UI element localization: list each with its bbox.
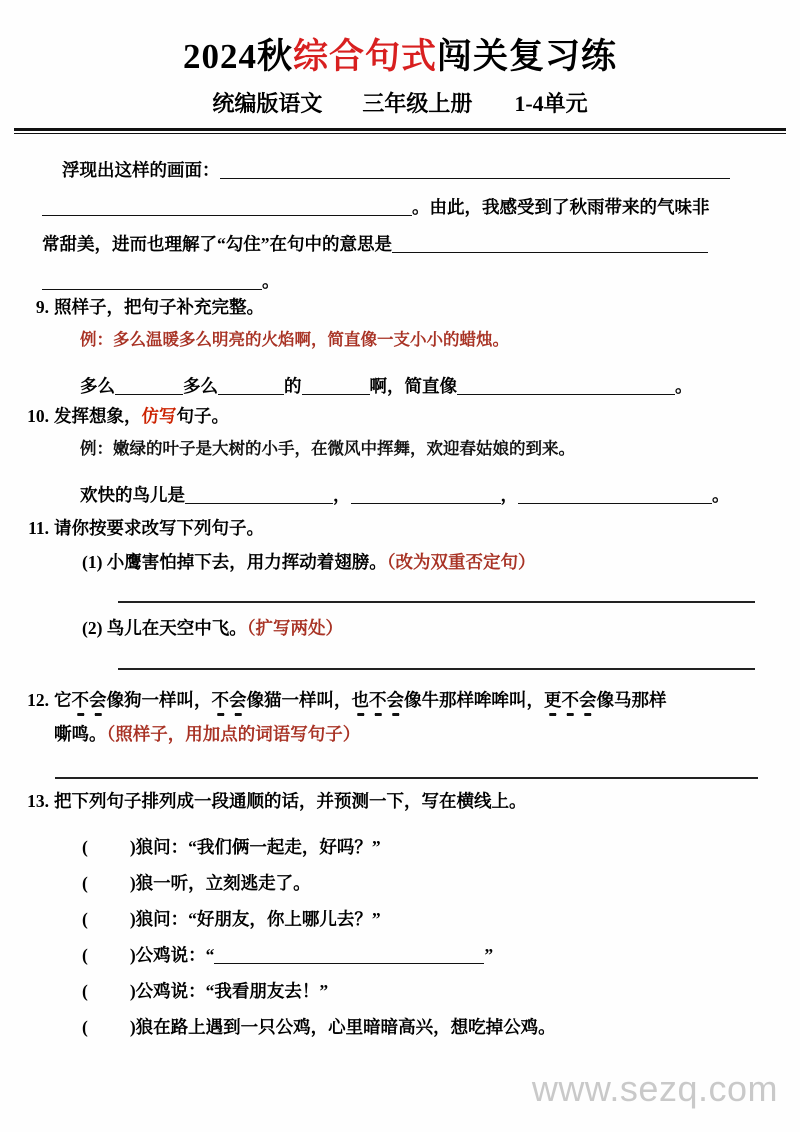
q10-example: 例：嫩绿的叶子是大树的小手，在微风中挥舞，欢迎春姑娘的到来。 <box>80 438 575 458</box>
q9-fill-d-label: 啊，简直像 <box>369 375 457 396</box>
q12-answer-wrap <box>20 777 780 779</box>
q13-item5-paren-close[interactable]: ) <box>129 980 136 1001</box>
page-subtitle <box>0 87 800 118</box>
carryover-blank-1[interactable] <box>220 161 730 179</box>
divider-thin-line <box>14 133 786 134</box>
carryover-line-2 <box>20 179 780 216</box>
q10-separator-2: ， <box>500 484 518 505</box>
q12-emphasis-2: 不会 <box>211 689 247 710</box>
q13-item4-paren-open: ( <box>82 944 88 965</box>
q12-line2-note: （照样子，用加点的词语写句子） <box>106 724 361 745</box>
q9-fill-c-label: 的 <box>284 375 302 396</box>
q11-sub2-text: 鸟儿在天空中飞。 <box>106 618 247 639</box>
q13-item6-paren-open: ( <box>82 1016 88 1037</box>
q13-number: 13. <box>27 790 49 811</box>
q9-heading <box>20 299 780 317</box>
q13-item6-text: 狼在路上遇到一只公鸡，心里暗暗高兴，想吃掉公鸡。 <box>135 1016 556 1037</box>
q10-blank-1[interactable] <box>185 486 333 504</box>
q13-item-4 <box>20 928 780 964</box>
worksheet-body <box>0 142 800 1036</box>
q13-item2-paren-open: ( <box>82 872 88 893</box>
q13-item3-paren-open: ( <box>82 908 88 929</box>
q10-answer-line <box>20 467 780 504</box>
q10-heading <box>20 408 780 426</box>
q9-blank-1[interactable] <box>115 377 183 395</box>
q13-prompt: 把下列句子排列成一段通顺的话，并预测一下，写在横线上。 <box>54 790 527 811</box>
q9-blank-4[interactable] <box>457 377 675 395</box>
q11-number: 11. <box>28 518 49 539</box>
carryover-line-4 <box>20 253 780 290</box>
q9-example: 例：多么温暖多么明亮的火焰啊，简直像一支小小的蜡烛。 <box>80 329 509 349</box>
q10-prompt-part1: 发挥想象， <box>54 406 142 427</box>
q10-prompt-keyword: 仿写 <box>141 406 177 427</box>
q13-item1-paren-close[interactable]: ) <box>129 836 136 857</box>
title-segment-suffix: 闯关复习练 <box>437 37 618 76</box>
q10-answer-lead: 欢快的鸟儿是 <box>80 484 185 505</box>
q11-sub1-text: 小鹰害怕掉下去，用力挥动着翅膀。 <box>106 551 387 572</box>
q9-fill-b-label: 多么 <box>183 375 218 396</box>
q12-text-a: 它 <box>54 689 72 710</box>
page-header <box>0 0 800 134</box>
q12-text-b: 像狗一样叫， <box>106 689 212 710</box>
q9-blank-3[interactable] <box>302 377 370 395</box>
carryover-line-3 <box>20 216 780 253</box>
divider-thick-line <box>14 128 786 131</box>
q9-blank-2[interactable] <box>218 377 284 395</box>
q11-sub1-label: (1) <box>82 551 103 572</box>
q11-subitem-2 <box>20 620 780 638</box>
header-divider <box>14 128 786 134</box>
page-title <box>0 36 800 77</box>
question-11 <box>20 520 780 670</box>
q11-sub1-answer-wrap <box>20 601 780 603</box>
carryover-line1-text: 浮现出这样的画面： <box>62 159 220 180</box>
q13-item4-paren-close[interactable]: ) <box>129 944 136 965</box>
q13-heading <box>20 790 780 811</box>
q12-emphasis-1: 不会 <box>71 689 107 710</box>
q10-prompt-part2: 句子。 <box>176 406 229 427</box>
q13-item5-paren-open: ( <box>82 980 88 1001</box>
q9-period: 。 <box>675 375 693 396</box>
question-12 <box>20 689 780 779</box>
q13-item-2 <box>20 856 780 892</box>
carryover-line4-period: 。 <box>262 270 280 291</box>
q12-text-c: 像猫一样叫， <box>246 689 352 710</box>
carryover-line2-text: 。由此，我感受到了秋雨带来的气味非 <box>412 196 710 217</box>
q13-item2-text: 狼一听，立刻逃走了。 <box>135 872 311 893</box>
q11-sub2-answer-wrap <box>20 668 780 670</box>
q9-number: 9. <box>35 297 49 318</box>
q9-answer-line <box>20 358 780 395</box>
q13-item5-text: 公鸡说：“我看朋友去！” <box>135 980 329 1001</box>
q12-text-line1 <box>54 689 667 710</box>
q13-item-3 <box>20 892 780 928</box>
q10-blank-2[interactable] <box>351 486 501 504</box>
q13-item1-text: 狼问：“我们俩一起走，好吗？” <box>135 836 381 857</box>
q13-item4-text-after: ” <box>484 944 494 965</box>
q11-sub2-note: （扩写两处） <box>246 618 344 639</box>
q12-number: 12. <box>27 689 49 710</box>
carryover-blank-2[interactable] <box>42 198 412 216</box>
title-segment-topic: 综合句式 <box>292 37 437 76</box>
q11-subitem-1 <box>20 551 780 572</box>
question-9 <box>20 299 780 395</box>
subtitle-grade: 三年级上册 <box>362 91 473 117</box>
site-watermark: www.sezq.com <box>531 1068 778 1109</box>
carryover-blank-4[interactable] <box>42 272 262 290</box>
q12-text-line2 <box>20 726 780 744</box>
carryover-blank-3[interactable] <box>392 235 708 253</box>
q12-text-d: 像牛那样哞哞叫， <box>404 689 544 710</box>
q13-item4-text: 公鸡说：“ <box>135 944 215 965</box>
subtitle-units: 1-4单元 <box>514 91 588 117</box>
q11-sub2-label: (2) <box>82 618 103 639</box>
q12-line2-text: 嘶鸣。 <box>54 724 107 745</box>
carryover-line-1 <box>20 142 780 179</box>
carryover-line3-text: 常甜美，进而也理解了“勾住”在句中的意思是 <box>42 233 392 254</box>
question-10 <box>20 408 780 504</box>
q11-sub1-note: （改为双重否定句） <box>386 551 536 572</box>
title-segment-year: 2024秋 <box>182 37 293 76</box>
q11-prompt: 请你按要求改写下列句子。 <box>54 518 264 539</box>
q10-period: 。 <box>712 484 730 505</box>
q13-item6-paren-close[interactable]: ) <box>129 1016 136 1037</box>
q10-number: 10. <box>27 406 49 427</box>
q10-separator-1: ， <box>333 484 351 505</box>
q10-prompt <box>54 408 229 426</box>
q13-item4-blank[interactable] <box>214 946 484 964</box>
carryover-block <box>20 142 780 290</box>
q13-item3-text: 狼问：“好朋友，你上哪儿去？” <box>135 908 381 929</box>
q12-emphasis-4: 更不会 <box>544 689 597 710</box>
q13-item3-paren-close[interactable]: ) <box>129 908 136 929</box>
q13-item1-paren-open: ( <box>82 836 88 857</box>
q13-item2-paren-close[interactable]: ) <box>129 872 136 893</box>
question-13 <box>20 790 780 1037</box>
q10-blank-3[interactable] <box>518 486 712 504</box>
q12-answer-line[interactable] <box>55 777 758 779</box>
q9-fill-a-label: 多么 <box>80 375 115 396</box>
q13-item-1 <box>20 820 780 856</box>
subtitle-edition: 统编版语文 <box>212 91 323 117</box>
q12-text-e: 像马那样 <box>596 689 667 710</box>
q9-prompt: 照样子，把句子补充完整。 <box>54 297 264 318</box>
q13-item-6 <box>20 1000 780 1036</box>
q11-heading <box>20 520 780 538</box>
q11-sub1-answer-line[interactable] <box>118 601 755 603</box>
q13-item-5 <box>20 964 780 1000</box>
q12-emphasis-3: 也不会 <box>351 689 404 710</box>
q12-heading <box>20 689 780 710</box>
q11-sub2-answer-line[interactable] <box>118 668 755 670</box>
